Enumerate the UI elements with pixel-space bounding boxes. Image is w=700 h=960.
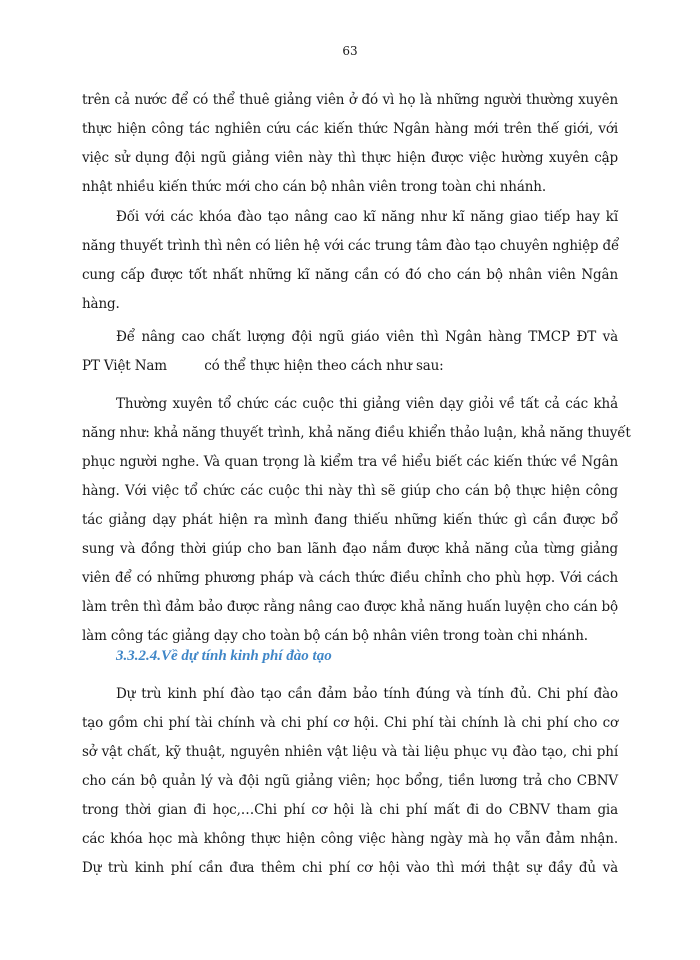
text-line: tác giảng dạy phát hiện ra mình đang thiếu những kiến thức gì cần được bổ [82,512,618,528]
text-line: hàng. Với việc tổ chức các cuộc thi này thì sẽ giúp cho cán bộ thực hiện công [82,483,618,499]
text-line: Thường xuyên tổ chức các cuộc thi giảng viên dạy giỏi về tất cả các khả [116,396,618,412]
text-line: hàng. [82,296,120,312]
text-line: việc sử dụng đội ngũ giảng viên này thì thực hiện được việc hường xuyên cập [82,150,618,166]
paragraph-5 [82,680,618,883]
paragraph-1 [82,86,618,202]
page-number: 63 [342,44,358,58]
text-line: cung cấp được tốt nhất những kĩ năng cần có đó cho cán bộ nhân viên Ngân [82,267,618,283]
text-line: các khóa học mà không thực hiện công việc hàng ngày mà họ vẫn đảm nhận. [82,831,618,847]
text-line: trên cả nước để có thể thuê giảng viên ở đó vì họ là những người thường xuyên [82,92,618,108]
text-line: sở vật chất, kỹ thuật, nguyên nhiên vật liệu và tài liệu phục vụ đào tạo, chi phí [82,744,618,760]
text-line: năng thuyết trình thì nên có liên hệ với các trung tâm đào tạo chuyên nghiệp để [82,238,620,254]
text-line: cho cán bộ quản lý và đội ngũ giảng viên; học bổng, tiền lương trả cho CBNV [82,773,618,789]
text-line: nhật nhiều kiến thức mới cho cán bộ nhân viên trong toàn chi nhánh. [82,179,546,195]
text-line: làm trên thì đảm bảo được rằng nâng cao được khả năng huấn luyện cho cán bộ [82,599,618,615]
text-line: phục người nghe. Và quan trọng là kiểm tra về hiểu biết các kiến thức về Ngân [82,454,618,470]
paragraph-4 [82,390,631,651]
section-heading: 3.3.2.4.Về dự tính kinh phí đào tạo [116,648,332,664]
text-line: PT Việt Nam có thể thực hiện theo cách như sau: [82,358,444,374]
text-line: Dự trù kinh phí cần đưa thêm chi phí cơ hội vào thì mới thật sự đầy đủ và [82,860,618,876]
text-line: trong thời gian đi học,…Chi phí cơ hội là chi phí mất đi do CBNV tham gia [82,802,618,818]
text-line: tạo gồm chi phí tài chính và chi phí cơ hội. Chi phí tài chính là chi phí cho cơ [82,715,618,731]
paragraph-3 [82,323,618,381]
text-line: thực hiện công tác nghiên cứu các kiến thức Ngân hàng mới trên thế giới, với [82,121,618,137]
text-line: làm công tác giảng dạy cho toàn bộ cán bộ nhân viên trong toàn chi nhánh. [82,628,588,644]
text-line: viên để có những phương pháp và cách thức điều chỉnh cho phù hợp. Với cách [82,570,618,586]
paragraph-2 [82,203,618,319]
text-line: Để nâng cao chất lượng đội ngũ giáo viên thì Ngân hàng TMCP ĐT và [116,329,618,345]
text-line: Dự trù kinh phí đào tạo cần đảm bảo tính đúng và tính đủ. Chi phí đào [116,686,618,702]
text-line: Đối với các khóa đào tạo nâng cao kĩ năng như kĩ năng giao tiếp hay kĩ [116,209,618,225]
text-line: năng như: khả năng thuyết trình, khả năng điều khiển thảo luận, khả năng thuyết [82,425,631,441]
text-line: sung và đồng thời giúp cho ban lãnh đạo nắm được khả năng của từng giảng [82,541,618,557]
